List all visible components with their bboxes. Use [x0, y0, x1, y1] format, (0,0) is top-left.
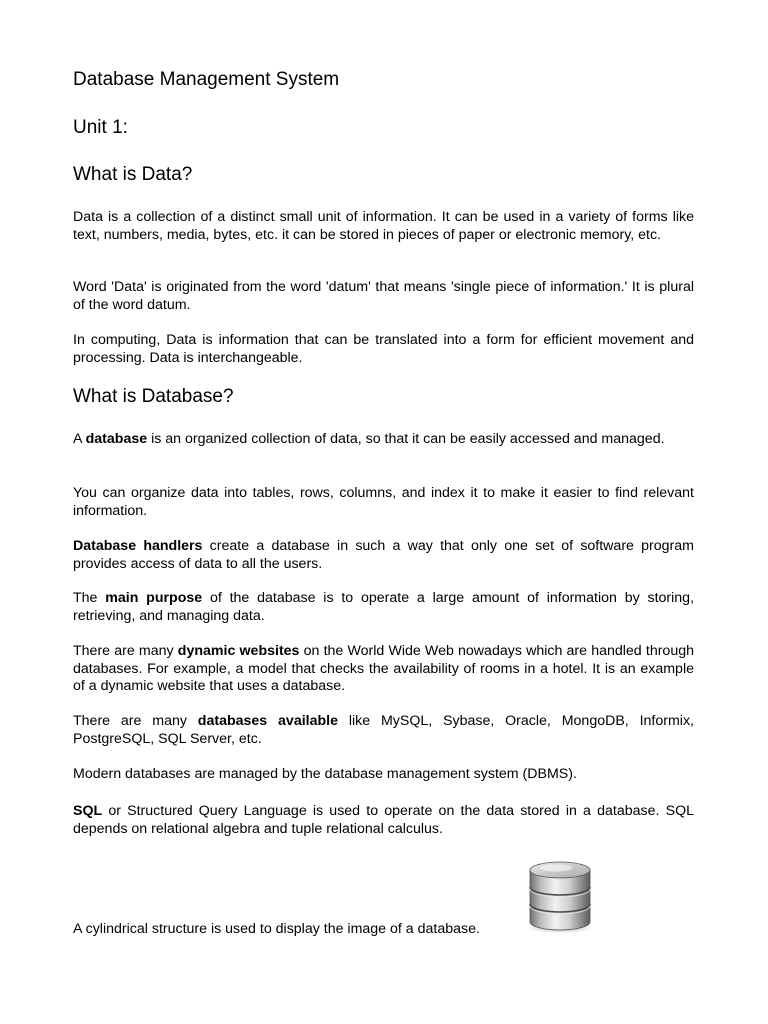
database-paragraph-5	[73, 643, 694, 696]
database-paragraph-7	[73, 766, 694, 784]
bold-term: SQL	[73, 803, 103, 819]
database-paragraph-4	[73, 590, 694, 625]
data-paragraph-2: Word 'Data' is originated from the word 'datum' that means 'single piece of information.' It is plural of the word datum.	[73, 279, 694, 313]
paragraph-text: Modern databases are managed by the database management system (DBMS).	[73, 766, 577, 782]
paragraph-text: A	[73, 431, 86, 447]
database-paragraph-3	[73, 538, 694, 573]
data-paragraph-3: In computing, Data is information that can be translated into a form for efficient movement and processing. Data is interchangeable.	[73, 332, 694, 366]
what-is-data-heading: What is Data?	[73, 164, 193, 185]
paragraph-text: on the World Wide Web nowadays which are handled through databases. For example, a model that checks the availability of rooms in a hotel. It is an example of a dynamic website that uses a database.	[73, 643, 694, 694]
paragraph-text: You can organize data into tables, rows, columns, and index it to make it easier to find relevant information.	[73, 485, 694, 519]
data-paragraph-1: Data is a collection of a distinct small unit of information. It can be used in a variety of forms like text, numbers, media, bytes, etc. it can be stored in pieces of paper or electronic memory, etc.	[73, 209, 694, 243]
closing-paragraph: A cylindrical structure is used to display the image of a database.	[73, 921, 480, 937]
database-cylinder-icon	[525, 858, 595, 934]
document-title: Database Management System	[73, 69, 340, 90]
database-paragraph-8	[73, 803, 694, 838]
paragraph-text: like MySQL, Sybase, Oracle, MongoDB, Informix, PostgreSQL, SQL Server, etc.	[73, 713, 694, 747]
paragraph-text: create a database in such a way that only one set of software program provides access of data to all the users.	[73, 538, 694, 572]
paragraph-text: There are many	[73, 713, 198, 729]
database-paragraph-6	[73, 713, 694, 748]
what-is-database-heading: What is Database?	[73, 386, 234, 407]
bold-term: dynamic websites	[177, 643, 300, 659]
unit-heading: Unit 1:	[73, 117, 128, 138]
paragraph-text: The	[73, 590, 106, 606]
paragraph-text: or Structured Query Language is used to operate on the data stored in a database. SQL depends on relational algebra and tuple relational calculus.	[73, 803, 694, 837]
paragraph-text: is an organized collection of data, so that it can be easily accessed and managed.	[147, 431, 665, 447]
database-paragraph-2	[73, 485, 694, 520]
paragraph-text: There are many	[73, 643, 178, 659]
database-paragraph-1	[73, 431, 694, 449]
bold-term: databases available	[197, 713, 338, 729]
bold-term: Database handlers	[73, 538, 203, 554]
bold-term: database	[85, 431, 148, 447]
paragraph-text: of the database is to operate a large amount of information by storing, retrieving, and managing data.	[73, 590, 695, 624]
bold-term: main purpose	[105, 590, 203, 606]
